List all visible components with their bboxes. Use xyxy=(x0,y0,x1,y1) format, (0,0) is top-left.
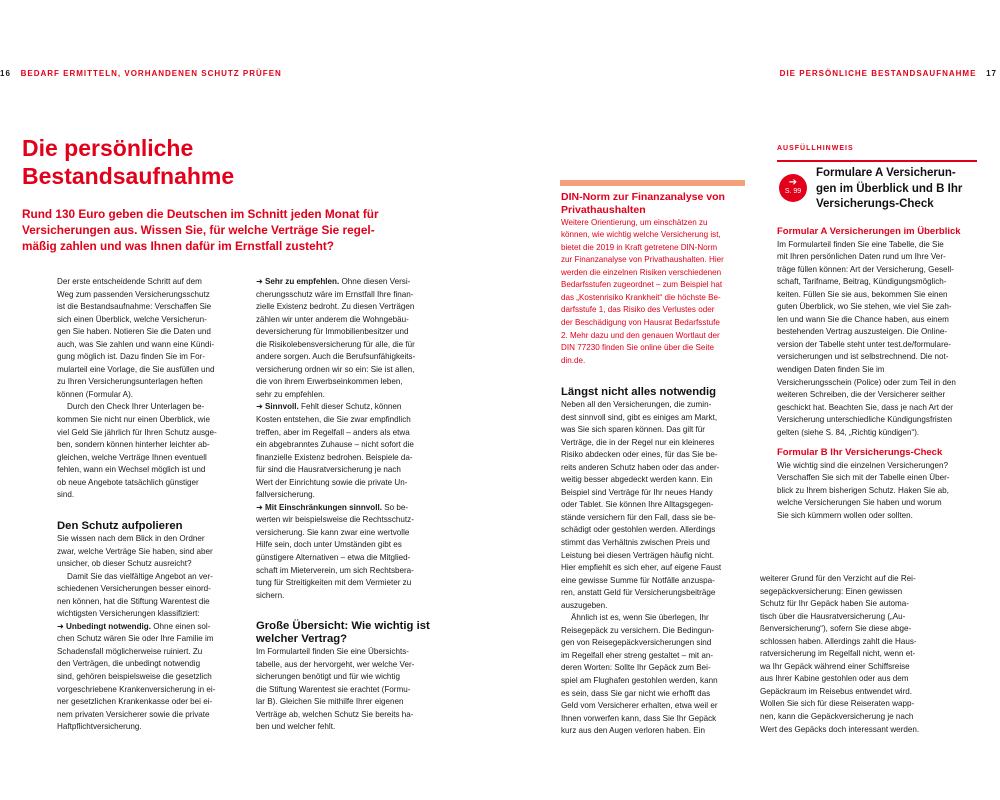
right-section-title: DIE PERSÖNLICHE BESTANDSAUFNAHME xyxy=(779,69,977,78)
right-page-number: 17 xyxy=(986,69,997,78)
lead-line: Rund 130 Euro geben die Deutschen im Schnitt jeden Monat für xyxy=(22,207,379,221)
column-2-classification xyxy=(256,276,446,602)
badge-page-ref: S. 99 xyxy=(784,188,802,195)
formular-a-text: Im Formularteil finden Sie eine Tabelle, die Sie mit Ihren persönlichen Daten rund um Ihre Ver- träge füllen können: Art der Versicherung, Gesell- schaft, Tarifname, Beitrag, Kündigungsmöglich- keiten. Füllen Sie sie aus, bekommen Sie einen guten Überblick, wo Sie stehen, wie viel Sie zah- len und wann Sie die Chance haben, aus einem bestehenden Vertrag auszusteigen. Die Online- version der Tabelle steht unter test.de/formulare- versicherungen und ist selbstrechnend. Die not- wendigen Daten finden Sie im Versicherungsschein (Police) oder zum Teil in den weiteren Schreiben, die der Versicherer seither geschickt hat. Beachten Sie, dass je nach Art der Versicherung unterschiedliche Kündigungsfristen gelten (siehe S. 84, „Richtig kündigen“). xyxy=(777,239,956,437)
right-running-header xyxy=(780,69,997,78)
arrow-right-icon: ➔ xyxy=(788,177,798,188)
lead-line: mäßig zahlen und was Ihnen dafür im Ernstfall zusteht? xyxy=(22,239,334,253)
range-paragraph: Damit Sie das vielfältige Angebot an ver- schiedenen Versicherungen besser einord- nen können, hat die Stiftung Warentest die wichtigsten Versicherungen klassifiziert: xyxy=(57,571,213,619)
col4-paragraph: weiterer Grund für den Verzicht auf die Rei- segepäckversicherung: Einen gewissen Schutz für Ihr Gepäck haben Sie automa- tisch über die Hausratversicherung („Au- ßenversicherung“), sofern Sie diese abge- schlossen haben. Allerdings zahlt die Haus- ratversicherung im Regelfall nicht, wenn et- wa Ihr Gepäck während einer Schiffsreise aus Ihrer Kabine gestohlen oder aus dem Gepäckraum im Reisebus entwendet wird. Wollen Sie sich für diese Reiseraten wapp- nen, kann die Gepäckversicherung je nach Wert des Gepäcks doch interessant werden. xyxy=(760,574,920,734)
sidebar-title: Formulare A Versicherun- gen im Überblick und B Ihr Versicherungs-Check xyxy=(816,167,963,210)
subheading-laengst-nicht: Längst nicht alles notwendig xyxy=(561,386,717,398)
left-section-title: BEDARF ERMITTELN, VORHANDENEN SCHUTZ PRÜFEN xyxy=(20,69,282,78)
din-box-text: Weitere Orientierung, um einschätzen zu können, wie wichtig welche Versicherung ist, bietet die 2019 in Kraft getretene DIN-Norm zur Finanzanalyse von Privathaushalten. Hier werden die einzelnen Risiken verschiedenen Bedarfsstufen zugeordnet – zum Beispiel hat das „Kostenrisiko Krankheit“ die höchste Be- darfsstufe 1, das Risiko des Verlustes oder der Beschädigung von Hausrat Bedarfsstufe 2. Mehr dazu und den genauen Wortlaut der DIN 77230 finden Sie online über die Seite din.de. xyxy=(561,217,724,365)
empfehlen-label: ➜ Sehr zu empfehlen. xyxy=(256,277,340,286)
din-norm-box xyxy=(561,191,751,367)
left-page-number: 16 xyxy=(0,69,11,78)
sidebar-forms xyxy=(777,226,992,523)
sinnvoll-label: ➜ Sinnvoll. xyxy=(256,402,299,412)
reisegepaeck-paragraph: Ähnlich ist es, wenn Sie überlegen, Ihr Reisegepäck zu versichern. Die Bedingun- gen von Reisegepäckversicherungen sind im Regelfall eher streng gestaltet – mit an- deren Worten: Sollte Ihr Gepäck zum Bei- spiel am Flughafen gestohlen werden, kann es sein, dass Sie gar nicht wie erhofft das Geld vom Versicherer erhalten, etwa weil er Ihnen vorwerfen kann, dass Sie Ihr Gepäck kurz aus den Augen verloren haben. Ein xyxy=(561,613,718,736)
sinnvoll-paragraph: ➜ Sinnvoll. Fehlt dieser Schutz, können Kosten entstehen, die Sie zwar empfindlich treffen, aber im Regelfall – anders als etwa ein abgebranntes Zuhause – nicht sofort die finanzielle Existenz bedrohen. Beispiele da- für sind die Hausratversicherung je nach Wert der Einrichtung sowie die private Un- fallversicherung. xyxy=(256,402,414,500)
ausfuellhinweis-label: AUSFÜLLHINWEIS xyxy=(777,145,854,152)
column-4 xyxy=(760,573,960,736)
empfehlen-paragraph: ➜ Sehr zu empfehlen. Ohne diesen Versi- cherungsschutz wäre im Ernstfall Ihre finan- zielle Existenz bedroht. Zu diesen Verträgen zählen wir unter anderem die Wohngebäu- deversicherung für Immobilienbesitzer und die Risikolebensversicherung für alle, die für andere sorgen. Auch die Berufsunfähigkeits- versicherung ordnen wir so ein: Sie ist allen, die von ihrem Erwerbseinkommen leben, sehr zu empfehlen. xyxy=(256,277,416,399)
din-box-heading: DIN-Norm zur Finanzanalyse von Privathaushalten xyxy=(561,191,725,216)
polish-paragraph: Sie wissen nach dem Blick in den Ordner zwar, welche Verträge Sie haben, sind aber unsicher, ob dieser Schutz ausreicht? xyxy=(57,534,213,569)
article-lead xyxy=(22,206,392,254)
einschraenkungen-paragraph: ➜ Mit Einschränkungen sinnvoll. So be- werten wir beispielsweise die Rechtsschutz- versicherung. Sie kann zwar eine wertvolle Hilfe sein, doch unter Umständen gibt es günstigere Alternativen – etwa die Mitglied- schaft im Mieterverein, um sich Rechtsbera- tung für Streitigkeiten mit dem Vermieter zu sichern. xyxy=(256,502,414,600)
subheading-grosse-uebersicht: Große Übersicht: Wie wichtig ist welcher Vertrag? xyxy=(256,620,430,645)
column-2-overview xyxy=(256,620,451,734)
unbedingt-paragraph: ➜ Unbedingt notwendig. Ohne einen sol- chen Schutz wären Sie oder Ihre Familie im Schadensfall möglicherweise ruiniert. Zu den Verträgen, die unbedingt notwendig sind, gehören beispielsweise die gesetzlich vorgeschriebene Krankenversicherung in ei- ner gesetzlichen Krankenkasse oder bei ei- nem privaten Versicherer sowie die private Haftpflichtversicherung. xyxy=(57,621,216,732)
laengst-paragraph: Neben all den Versicherungen, die zumin- dest sinnvoll sind, gibt es einiges am Markt, was Sie sich sparen können. Das gilt für Verträge, die in der Regel nur ein kleineres Risiko abdecken oder eines, für das Sie be- reits anderen Schutz haben oder das ander- weitig besser abgedeckt werden kann. Ein Beispiel sind Verträge für Ihr neues Handy oder Tablet. Sie können Ihre Alltagsgegen- stände versichern für den Fall, dass sie be- schädigt oder gestohlen werden. Allerdings stimmt das Verhältnis zwischen Preis und Leistung bei diesen Verträgen häufig nicht. Hier empfiehlt es sich eher, auf eigene Faust eine gewisse Summe für Notfälle anzuspa- ren, anstatt Geld für Versicherungsbeiträge auszugeben. xyxy=(561,400,722,610)
page-reference-badge[interactable] xyxy=(779,174,807,202)
sidebar-rule xyxy=(777,160,977,162)
check-paragraph: Durch den Check Ihrer Unterlagen be- kommen Sie nicht nur einen Überblick, wie viel Geld Sie jährlich für Ihren Schutz ausge- ben, sondern können hinterher leichter ab- gleichen, welche Verträge Ihnen eventuell fehlen, wann ein Wechsel möglich ist und ob neue Angebote tatsächlich günstiger sind. xyxy=(57,402,217,500)
formular-b-heading: Formular B Ihr Versicherungs-Check xyxy=(777,447,943,459)
column-1-intro xyxy=(57,276,247,502)
intro-paragraph: Der erste entscheidende Schritt auf dem Weg zum passenden Versicherungsschutz ist die Bestandsaufnahme: Verschaffen Sie sich einen Überblick, welche Versicherun- gen Sie haben. Notieren Sie die Daten und auch, was Sie zahlen und wann eine Kündi- gung möglich ist. Dazu finden Sie im For- mularteil eine Vorlage, die Sie ausfüllen und zu Ihren Versicherungsunterlagen heften können (Formular A). xyxy=(57,277,215,399)
din-box-rule xyxy=(560,180,745,186)
einschraenkungen-label: ➜ Mit Einschränkungen sinnvoll. xyxy=(256,502,382,512)
left-running-header xyxy=(0,69,282,78)
column-1-polish xyxy=(57,520,247,734)
formular-a-heading: Formular A Versicherungen im Überblick xyxy=(777,226,961,237)
unbedingt-label: ➜ Unbedingt notwendig. xyxy=(57,621,151,631)
overview-paragraph: Im Formularteil finden Sie eine Übersichts- tabelle, aus der hervorgeht, wer welche Ver- sicherungen benötigt und für wie wichtig die Stiftung Warentest sie erachtet (Formu- lar B). Gleichen Sie mithilfe Ihrer eigenen Verträge ab, welchen Schutz Sie bereits ha- ben und welcher fehlt. xyxy=(256,647,415,732)
lead-line: Versicherungen aus. Wissen Sie, für welche Verträge Sie regel- xyxy=(22,223,375,237)
article-title: Die persönliche Bestandsaufnahme xyxy=(22,135,235,189)
subheading-schutz-aufpolieren: Den Schutz aufpolieren xyxy=(57,520,183,532)
formular-b-text: Wie wichtig sind die einzelnen Versicherungen? Verschaffen Sie sich mit der Tabelle einen Über- blick zu Ihrem bisherigen Schutz. Haken Sie ab, welche Versicherungen Sie haben und worum Sie sich kümmern wollen oder sollten. xyxy=(777,460,950,521)
column-3 xyxy=(561,386,756,738)
